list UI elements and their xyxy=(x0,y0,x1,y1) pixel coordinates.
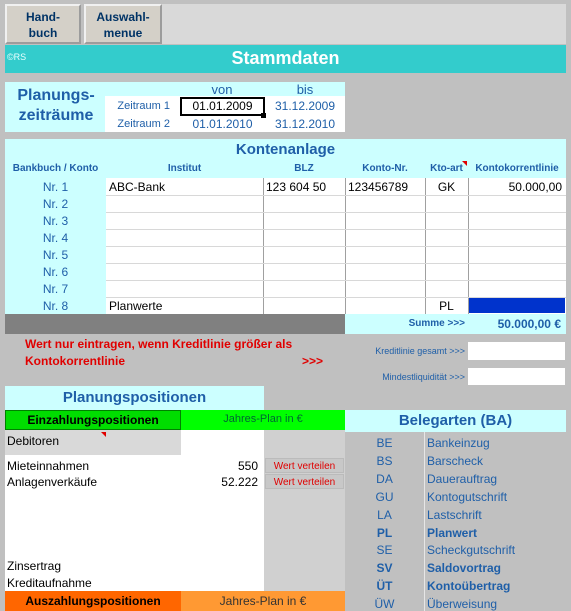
planning-label-1: Planungs- xyxy=(17,87,95,104)
konto-nummer-cell[interactable]: 123456789 xyxy=(348,180,409,194)
konto-nr: Nr. 5 xyxy=(42,248,69,262)
belegart-name: Bankeinzug xyxy=(427,436,490,450)
einzahlung-header xyxy=(5,410,181,430)
konto-nr: Nr. 4 xyxy=(42,231,69,245)
header-institut: Institut xyxy=(167,163,202,174)
comment-indicator-icon xyxy=(462,161,467,166)
jahresplan-header-label: Jahres-Plan in € xyxy=(223,413,303,425)
belegart-name: Lastschrift xyxy=(427,507,482,522)
position-value[interactable]: 52.222 xyxy=(221,475,258,489)
konto-kontokorrent-cell[interactable]: 50.000,00 xyxy=(508,180,562,194)
header-bankbuch: Bankbuch / Konto xyxy=(12,163,99,174)
page-title: Stammdaten xyxy=(231,48,340,68)
konten-title-bar xyxy=(5,139,566,161)
belegart-name: Überweisung xyxy=(427,597,498,611)
logo-text: ©RS xyxy=(7,52,27,62)
bis-header: bis xyxy=(296,82,314,97)
position-value[interactable]: 550 xyxy=(237,459,258,473)
belegarten-title-bar xyxy=(345,410,566,432)
belegart-code: ÜT xyxy=(376,579,393,594)
belegart-code: BS xyxy=(376,453,393,468)
position-label[interactable]: Debitoren xyxy=(7,434,60,448)
belegart-code: BE xyxy=(376,436,393,450)
positionen-value-column xyxy=(181,430,264,591)
belegarten-title: Belegarten (BA) xyxy=(398,412,513,429)
header-kontokorrent: Kontokorrentlinie xyxy=(475,163,559,174)
jahresplan-header xyxy=(181,410,345,430)
handbuch-label-1: Hand- xyxy=(26,10,60,24)
von-header: von xyxy=(211,82,233,97)
konto-nr: Nr. 8 xyxy=(42,299,69,313)
zeitraum-1-von-input[interactable]: 01.01.2009 xyxy=(180,97,265,116)
auswahlmenue-label-2: menue xyxy=(103,26,143,40)
konto-art-cell[interactable]: PL xyxy=(439,299,454,313)
konten-title: Kontenanlage xyxy=(235,141,336,158)
title-bar xyxy=(5,45,566,73)
konto-nr: Nr. 6 xyxy=(42,265,69,279)
belegart-code: DA xyxy=(376,471,393,486)
header-konto: Konto-Nr. xyxy=(362,163,408,174)
handbuch-button[interactable] xyxy=(5,4,81,44)
kredit-warning-line-1: Wert nur eintragen, wenn Kreditlinie größer als xyxy=(25,337,293,351)
jahresplan-header-2-label: Jahres-Plan in € xyxy=(219,594,307,608)
einzahlung-header-label: Einzahlungspositionen xyxy=(27,413,159,427)
summe-label: Summe >>> xyxy=(408,318,465,329)
belegart-code: LA xyxy=(377,507,392,522)
positionen-title: Planungspositionen xyxy=(62,389,207,406)
wert-verteilen-button[interactable]: Wert verteilen xyxy=(265,458,344,473)
belegart-code: PL xyxy=(376,525,393,540)
summe-spacer xyxy=(5,314,345,334)
kredit-warning-text-2: Kontokorrentlinie xyxy=(25,354,126,368)
belegart-name: Scheckgutschrift xyxy=(427,543,516,558)
zeitraum-1-label: Zeitraum 1 xyxy=(117,100,170,112)
position-label[interactable]: Zinsertrag xyxy=(7,559,62,573)
belegart-code: SV xyxy=(376,561,393,576)
kontokorrent-planwert-fill xyxy=(469,298,565,313)
mindestliquiditaet-label: Mindestliquidität >>> xyxy=(382,372,465,382)
auswahlmenue-label-1: Auswahl- xyxy=(96,10,150,24)
konto-nr: Nr. 7 xyxy=(42,282,69,296)
belegart-name: Kontoübertrag xyxy=(427,579,511,594)
konto-nr: Nr. 1 xyxy=(42,180,69,194)
belegart-name: Kontogutschrift xyxy=(427,489,508,504)
header-blz: BLZ xyxy=(294,163,314,174)
position-label[interactable]: Mieteinnahmen xyxy=(7,459,90,473)
summe-row xyxy=(345,314,566,334)
zeitraum-2-bis[interactable]: 31.12.2010 xyxy=(274,117,336,131)
mindestliquiditaet-input[interactable] xyxy=(468,368,565,385)
belegart-name: Saldovortrag xyxy=(427,561,502,576)
konto-nr: Nr. 3 xyxy=(42,214,69,228)
belegart-name: Planwert xyxy=(427,525,478,540)
belegart-code: ÜW xyxy=(374,597,395,611)
konto-institut-cell[interactable]: Planwerte xyxy=(109,299,163,313)
positionen-action-column xyxy=(264,430,345,591)
belegart-name: Dauerauftrag xyxy=(427,471,498,486)
zeitraum-2-label: Zeitraum 2 xyxy=(117,118,170,130)
handbuch-label-2: buch xyxy=(28,26,58,40)
belegart-code: GU xyxy=(375,489,394,504)
belegart-name: Barscheck xyxy=(427,453,484,468)
konto-blz-cell[interactable]: 123 604 50 xyxy=(266,180,327,194)
position-label[interactable]: Kreditaufnahme xyxy=(7,576,92,590)
kredit-warning xyxy=(25,336,340,370)
planning-label-2: zeiträume xyxy=(18,107,94,124)
zeitraum-2-von[interactable]: 01.01.2010 xyxy=(192,117,253,131)
kredit-warning-arrow: >>> xyxy=(302,354,324,368)
auszahlung-header-label: Auszahlungspositionen xyxy=(25,594,161,608)
kreditlinie-input[interactable] xyxy=(468,342,565,360)
auswahlmenue-button[interactable] xyxy=(84,4,162,44)
kreditlinie-label: Kreditlinie gesamt >>> xyxy=(375,346,465,356)
wert-verteilen-button[interactable]: Wert verteilen xyxy=(265,474,344,489)
konto-nr: Nr. 2 xyxy=(42,197,69,211)
kredit-warning-line-2 xyxy=(25,353,340,370)
positionen-title-bar xyxy=(5,386,264,410)
konto-institut-cell[interactable]: ABC-Bank xyxy=(109,180,166,194)
konto-art-cell[interactable]: GK xyxy=(437,180,456,194)
auszahlung-header xyxy=(5,591,181,611)
summe-value: 50.000,00 € xyxy=(497,317,561,331)
header-ktoart: Kto-art xyxy=(430,163,463,174)
toolbar-filler xyxy=(162,4,566,44)
position-label[interactable]: Anlagenverkäufe xyxy=(7,475,98,489)
planning-label xyxy=(8,86,104,126)
zeitraum-1-bis[interactable]: 31.12.2009 xyxy=(274,99,336,113)
jahresplan-header-2 xyxy=(181,591,345,611)
belegart-code: SE xyxy=(376,543,393,558)
